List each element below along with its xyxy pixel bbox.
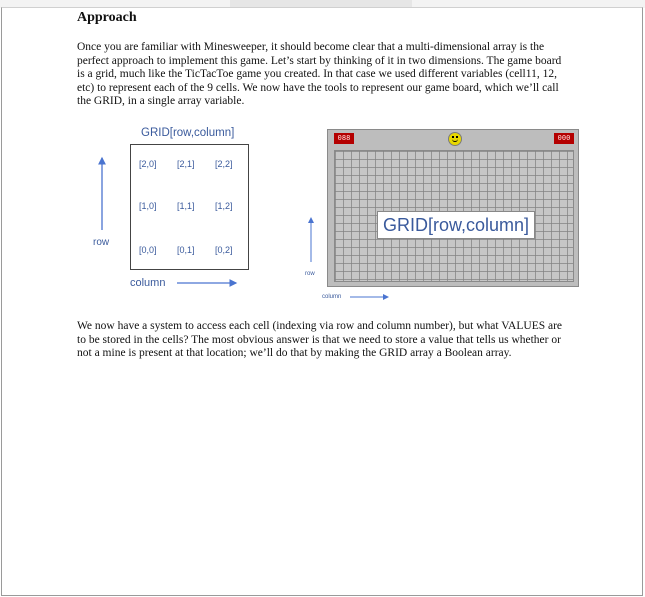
intro-paragraph: Once you are familiar with Minesweeper, it should become clear that a multi-dimensional array is the perfect approach to implement this game. Let’s start by thinking of it in two dimensions. The game board is a grid, much like the TicTacToe game you created. In that case we used different variables (cell11, 12, etc) to represent each of the 9 cells. We now have the tools to represent our game board, which we’ll call the GRID, in a single array variable. [77, 41, 562, 108]
smiley-face-icon [449, 133, 461, 145]
cell-0-0: [0,0] [139, 245, 157, 255]
cell-2-1: [2,1] [177, 159, 195, 169]
grid-diagram-title: GRID[row,column] [141, 127, 235, 139]
minesweeper-board [334, 150, 574, 282]
minesweeper-window [327, 129, 579, 287]
cell-1-0: [1,0] [139, 201, 157, 211]
timer-counter: 000 [554, 133, 574, 144]
values-paragraph: We now have a system to access each cell (indexing via row and column number), but what VALUES are to be stored in the cells? The most obvious answer is that we need to store a value that tells us whether or not a mine is present at that location; we’ll do that by making the GRID array a Boolean array. [77, 320, 563, 360]
cell-0-2: [0,2] [215, 245, 233, 255]
column-label: column [130, 277, 166, 289]
mine-column-label: column [322, 294, 342, 300]
cell-0-1: [0,1] [177, 245, 195, 255]
row-label: row [93, 237, 110, 248]
mine-row-label: row [305, 271, 315, 277]
cell-1-2: [1,2] [215, 201, 233, 211]
section-heading: Approach [77, 10, 137, 25]
mine-counter: 088 [334, 133, 354, 144]
cell-1-1: [1,1] [177, 201, 195, 211]
grid-overlay-label: GRID[row,column] [377, 211, 535, 239]
cell-2-2: [2,2] [215, 159, 233, 169]
cell-2-0: [2,0] [139, 159, 157, 169]
